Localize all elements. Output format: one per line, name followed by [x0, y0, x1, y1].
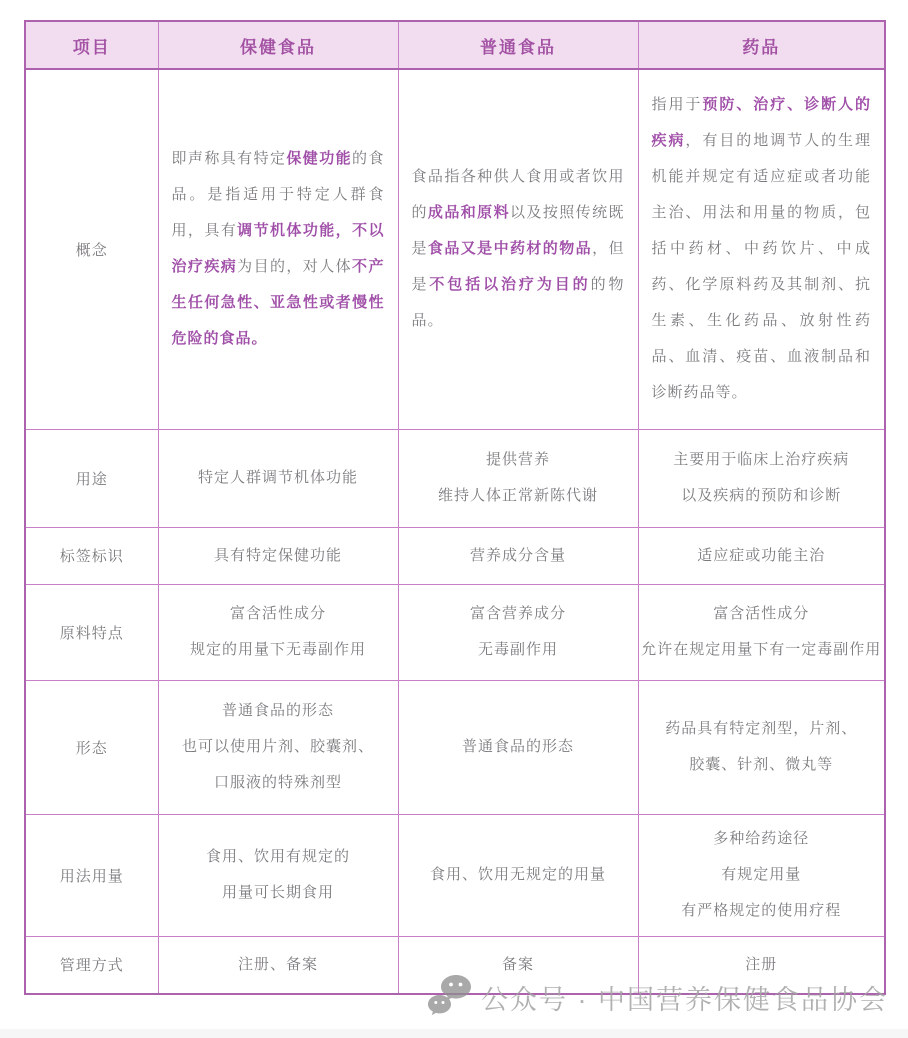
text-segment: ，有目的地调节人的生理机能并规定有适应症或者功能主治、用法和用量的物质，包括中药材、中药饮片、中成药、化学原料药及其制剂、抗生素、生化药品、放射性药品、血清、疫苗、血液制品和诊断药品等。	[651, 132, 871, 402]
cell-line: 普通食品的形态	[221, 702, 334, 719]
cell-line: 注册、备案	[237, 955, 318, 973]
concept-ordinary-text	[412, 159, 625, 339]
text-segment: 即声称具有特定	[171, 150, 287, 168]
row-concept	[25, 69, 885, 429]
row-label-form: 形态	[25, 680, 158, 814]
row-labeling	[25, 527, 885, 584]
cell-form-health	[158, 680, 398, 814]
concept-health-text	[172, 141, 385, 357]
text-segment: 的食品。是指适用于特定人群食用，具有	[171, 150, 385, 240]
cell-usage-health	[158, 429, 398, 527]
cell-dosage-drug	[638, 814, 885, 936]
text-segment: ，但是	[411, 240, 625, 294]
cell-concept-drug	[638, 69, 885, 429]
cell-form-drug	[638, 680, 885, 814]
cell-concept-ordinary	[398, 69, 638, 429]
cell-line: 适应症或功能主治	[697, 546, 826, 564]
cell-usage-ordinary	[398, 429, 638, 527]
row-label-dosage: 用法用量	[25, 814, 158, 936]
cell-line: 普通食品的形态	[461, 738, 574, 755]
row-label-ingredients: 原料特点	[25, 584, 158, 680]
cell-line: 具有特定保健功能	[213, 546, 342, 564]
cell-form-ordinary	[398, 680, 638, 814]
highlighted-text-segment: 不包括以治疗为目的	[429, 276, 591, 294]
cell-line: 规定的用量下无毒副作用	[189, 641, 366, 658]
row-dosage	[25, 814, 885, 936]
highlighted-text-segment: 调节机体功能，不以治疗疾病	[171, 222, 385, 276]
row-usage	[25, 429, 885, 527]
wechat-icon	[427, 974, 473, 1020]
cell-line: 特定人群调节机体功能	[197, 469, 358, 486]
row-label-management: 管理方式	[25, 936, 158, 994]
cell-labeling-ordinary	[398, 527, 638, 584]
cell-line: 允许在规定用量下有一定毒副作用	[641, 641, 882, 658]
text-segment: 食品指各种供人食用或者饮用的	[411, 168, 625, 222]
cell-line: 有严格规定的使用疗程	[681, 902, 842, 919]
cell-line: 食用、饮用无规定的用量	[429, 866, 606, 883]
watermark	[427, 974, 888, 1020]
cell-line: 食用、饮用有规定的	[205, 848, 350, 865]
header-general-food: 普通食品	[398, 21, 638, 69]
header-item: 项目	[25, 21, 158, 69]
highlighted-text-segment: 成品和原料	[427, 204, 510, 222]
cell-line: 富含活性成分	[229, 605, 326, 622]
cell-line: 有规定用量	[721, 866, 802, 883]
row-label-usage: 用途	[25, 429, 158, 527]
row-label-concept: 概念	[25, 69, 158, 429]
cell-line: 以及疾病的预防和诊断	[681, 487, 842, 504]
cell-line: 多种给药途径	[713, 830, 810, 847]
header-row	[25, 21, 885, 69]
cell-line: 药品具有特定剂型，片剂、	[665, 720, 858, 737]
cell-line: 维持人体正常新陈代谢	[437, 487, 598, 504]
bottom-edge-strip	[0, 1029, 908, 1038]
cell-ingredients-ordinary	[398, 584, 638, 680]
cell-line: 富含活性成分	[713, 605, 810, 622]
highlighted-text-segment: 预防、治疗、诊断人的疾病	[651, 96, 871, 150]
row-form	[25, 680, 885, 814]
header-drug: 药品	[638, 21, 885, 69]
cell-line: 注册	[745, 955, 778, 973]
comparison-table-container	[24, 20, 884, 995]
cell-line: 提供营养	[485, 451, 550, 468]
row-label-labeling: 标签标识	[25, 527, 158, 584]
watermark-text: 公众号 · 中国营养保健食品协会	[481, 984, 888, 1015]
highlighted-text-segment: 保健功能	[286, 150, 353, 168]
comparison-table	[24, 20, 886, 995]
cell-line: 胶囊、针剂、微丸等	[689, 756, 834, 773]
cell-line: 富含营养成分	[469, 605, 566, 622]
concept-drug-text	[652, 87, 872, 411]
cell-labeling-drug	[638, 527, 885, 584]
cell-management-health	[158, 936, 398, 994]
text-segment: 为目的，对人体	[237, 258, 353, 276]
cell-dosage-ordinary	[398, 814, 638, 936]
header-health-food: 保健食品	[158, 21, 398, 69]
text-segment: 指用于	[651, 96, 703, 114]
cell-line: 口服液的特殊剂型	[213, 774, 342, 791]
cell-line: 无毒副作用	[477, 641, 558, 658]
text-segment: 以及按照传统既是	[411, 204, 625, 258]
row-ingredients	[25, 584, 885, 680]
cell-concept-health	[158, 69, 398, 429]
cell-labeling-health	[158, 527, 398, 584]
cell-line: 主要用于临床上治疗疾病	[673, 451, 850, 468]
cell-line: 备案	[501, 955, 534, 973]
cell-line: 也可以使用片剂、胶囊剂、	[181, 738, 374, 755]
cell-ingredients-health	[158, 584, 398, 680]
cell-usage-drug	[638, 429, 885, 527]
text-segment: 的物品。	[411, 276, 625, 330]
cell-ingredients-drug	[638, 584, 885, 680]
highlighted-text-segment: 食品又是中药材的物品	[427, 240, 593, 258]
cell-line: 营养成分含量	[469, 546, 566, 564]
cell-dosage-health	[158, 814, 398, 936]
highlighted-text-segment: 不产生任何急性、亚急性或者慢性危险的食品。	[171, 258, 385, 348]
cell-line: 用量可长期食用	[221, 884, 334, 901]
